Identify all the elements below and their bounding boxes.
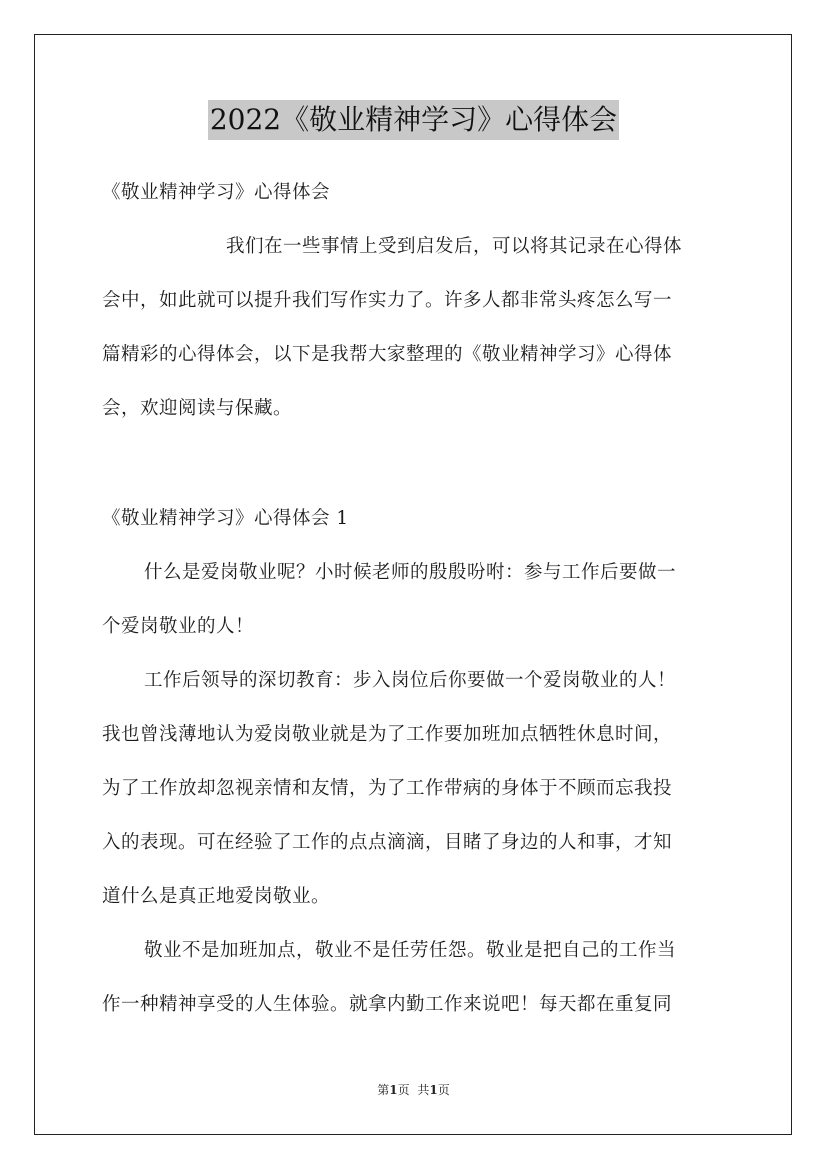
- intro-line: 会，欢迎阅读与保藏。: [102, 398, 293, 419]
- footer-total-suffix: 页: [437, 1083, 450, 1097]
- document-title: 2022《敬业精神学习》心得体会: [208, 100, 619, 140]
- paragraph-3: [102, 924, 726, 1032]
- paragraph-line: 为了工作放却忽视亲情和友情，为了工作带病的身体于不顾而忘我投: [102, 778, 673, 799]
- paragraph-1: [102, 546, 726, 654]
- footer-total-pages: 1: [429, 1083, 438, 1097]
- page-footer: [0, 1082, 827, 1098]
- subtitle: 《敬业精神学习》心得体会: [102, 182, 331, 203]
- section-heading: 《敬业精神学习》心得体会 1: [102, 508, 349, 529]
- paragraph-2: [102, 654, 726, 924]
- subtitle-block: [102, 166, 726, 220]
- paragraph-line: 道什么是真正地爱岗敬业。: [102, 886, 331, 907]
- intro-line: 篇精彩的心得体会，以下是我帮大家整理的《敬业精神学习》心得体: [102, 344, 673, 365]
- footer-total-prefix: 共: [417, 1083, 430, 1097]
- section-heading-block: [102, 492, 726, 546]
- paragraph-line: 工作后领导的深切教育：步入岗位后你要做一个爱岗敬业的人！: [144, 670, 677, 691]
- paragraph-line: 入的表现。可在经验了工作的点点滴滴，目睹了身边的人和事，才知: [102, 832, 673, 853]
- title-container: [0, 100, 827, 140]
- paragraph-line: 作一种精神享受的人生体验。就拿内勤工作来说吧！每天都在重复同: [102, 994, 673, 1015]
- intro-line: 会中，如此就可以提升我们写作实力了。许多人都非常头疼怎么写一: [102, 290, 673, 311]
- footer-prefix: 第: [377, 1083, 390, 1097]
- paragraph-line: 敬业不是加班加点，敬业不是任劳任怨。敬业是把自己的工作当: [144, 940, 677, 961]
- paragraph-line: 我也曾浅薄地认为爱岗敬业就是为了工作要加班加点牺牲休息时间，: [102, 724, 673, 745]
- intro-line: 我们在一些事情上受到启发后，可以将其记录在心得体: [226, 236, 683, 257]
- footer-page-number: 1: [389, 1083, 398, 1097]
- paragraph-line: 个爱岗敬业的人！: [102, 616, 255, 637]
- footer-suffix: 页: [397, 1083, 410, 1097]
- paragraph-line: 什么是爱岗敬业呢？小时候老师的殷殷吩咐：参与工作后要做一: [144, 562, 677, 583]
- intro-paragraph: [102, 220, 726, 436]
